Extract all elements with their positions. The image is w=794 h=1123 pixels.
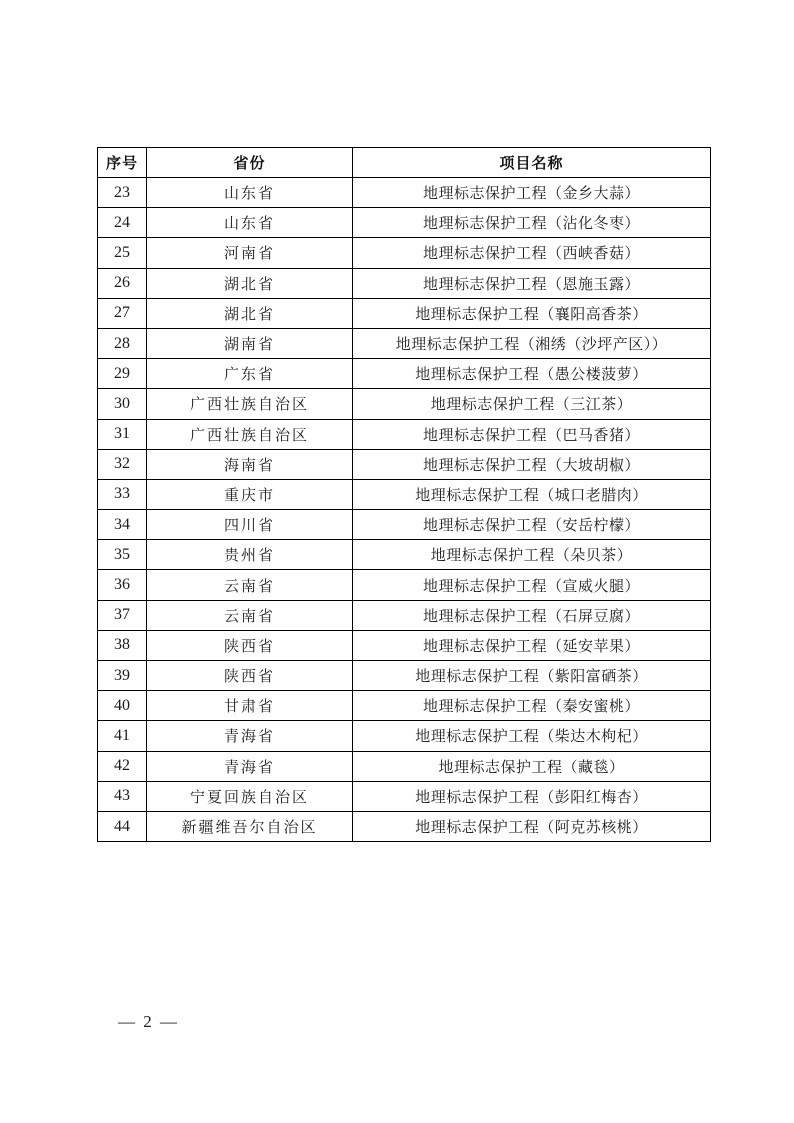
row-no-cell: 23 [98,178,147,208]
table-row [98,811,711,841]
table-row [98,238,711,268]
col-header-no: 序号 [98,148,147,178]
row-no-cell: 27 [98,298,147,328]
row-province-cell: 重庆市 [147,479,353,509]
row-province-cell: 陕西省 [147,661,353,691]
row-no-cell: 35 [98,540,147,570]
row-province-cell: 宁夏回族自治区 [147,781,353,811]
row-project-cell: 地理标志保护工程（三江茶） [353,389,711,419]
row-project-cell: 地理标志保护工程（大坡胡椒） [353,449,711,479]
row-project-cell: 地理标志保护工程（巴马香猪） [353,419,711,449]
row-province-cell: 湖南省 [147,328,353,358]
row-project-cell: 地理标志保护工程（金乡大蒜） [353,178,711,208]
row-no-cell: 37 [98,600,147,630]
table-row [98,600,711,630]
table-row [98,419,711,449]
table-row [98,721,711,751]
row-province-cell: 山东省 [147,178,353,208]
row-no-cell: 42 [98,751,147,781]
table-row [98,570,711,600]
table-row [98,359,711,389]
row-no-cell: 32 [98,449,147,479]
page-number: — 2 — [118,1012,179,1031]
row-project-cell: 地理标志保护工程（紫阳富硒茶） [353,661,711,691]
row-province-cell: 陕西省 [147,630,353,660]
table-row [98,661,711,691]
row-project-cell: 地理标志保护工程（朵贝茶） [353,540,711,570]
row-province-cell: 甘肃省 [147,691,353,721]
row-project-cell: 地理标志保护工程（安岳柠檬） [353,510,711,540]
table-row [98,781,711,811]
table-row [98,691,711,721]
col-header-project: 项目名称 [353,148,711,178]
row-province-cell: 广东省 [147,359,353,389]
table-row [98,751,711,781]
row-province-cell: 湖北省 [147,268,353,298]
projects-table [97,147,711,842]
row-no-cell: 44 [98,811,147,841]
table-row [98,540,711,570]
row-project-cell: 地理标志保护工程（阿克苏核桃） [353,811,711,841]
row-province-cell: 云南省 [147,570,353,600]
table-row [98,208,711,238]
table-row [98,298,711,328]
row-province-cell: 湖北省 [147,298,353,328]
row-project-cell: 地理标志保护工程（秦安蜜桃） [353,691,711,721]
row-province-cell: 四川省 [147,510,353,540]
row-no-cell: 26 [98,268,147,298]
row-province-cell: 贵州省 [147,540,353,570]
row-no-cell: 40 [98,691,147,721]
row-project-cell: 地理标志保护工程（恩施玉露） [353,268,711,298]
row-no-cell: 36 [98,570,147,600]
row-no-cell: 29 [98,359,147,389]
row-project-cell: 地理标志保护工程（湘绣（沙坪产区）） [353,328,711,358]
row-project-cell: 地理标志保护工程（愚公楼菠萝） [353,359,711,389]
row-province-cell: 广西壮族自治区 [147,389,353,419]
row-province-cell: 云南省 [147,600,353,630]
row-no-cell: 38 [98,630,147,660]
row-province-cell: 青海省 [147,751,353,781]
table-row [98,510,711,540]
table-row [98,630,711,660]
row-project-cell: 地理标志保护工程（延安苹果） [353,630,711,660]
table-row [98,178,711,208]
row-project-cell: 地理标志保护工程（藏毯） [353,751,711,781]
row-province-cell: 海南省 [147,449,353,479]
row-project-cell: 地理标志保护工程（沾化冬枣） [353,208,711,238]
row-project-cell: 地理标志保护工程（襄阳高香茶） [353,298,711,328]
row-project-cell: 地理标志保护工程（彭阳红梅杏） [353,781,711,811]
row-no-cell: 34 [98,510,147,540]
row-project-cell: 地理标志保护工程（西峡香菇） [353,238,711,268]
row-project-cell: 地理标志保护工程（柴达木枸杞） [353,721,711,751]
col-header-province: 省份 [147,148,353,178]
table-row [98,449,711,479]
row-province-cell: 青海省 [147,721,353,751]
row-no-cell: 24 [98,208,147,238]
row-no-cell: 41 [98,721,147,751]
row-no-cell: 43 [98,781,147,811]
table-row [98,479,711,509]
row-no-cell: 30 [98,389,147,419]
row-no-cell: 31 [98,419,147,449]
row-no-cell: 39 [98,661,147,691]
row-province-cell: 河南省 [147,238,353,268]
row-no-cell: 28 [98,328,147,358]
row-project-cell: 地理标志保护工程（石屏豆腐） [353,600,711,630]
table-row [98,389,711,419]
table-row [98,268,711,298]
row-no-cell: 25 [98,238,147,268]
table-row [98,328,711,358]
row-project-cell: 地理标志保护工程（城口老腊肉） [353,479,711,509]
table-header-row [98,148,711,178]
row-province-cell: 山东省 [147,208,353,238]
row-no-cell: 33 [98,479,147,509]
row-province-cell: 广西壮族自治区 [147,419,353,449]
row-project-cell: 地理标志保护工程（宣威火腿） [353,570,711,600]
row-province-cell: 新疆维吾尔自治区 [147,811,353,841]
